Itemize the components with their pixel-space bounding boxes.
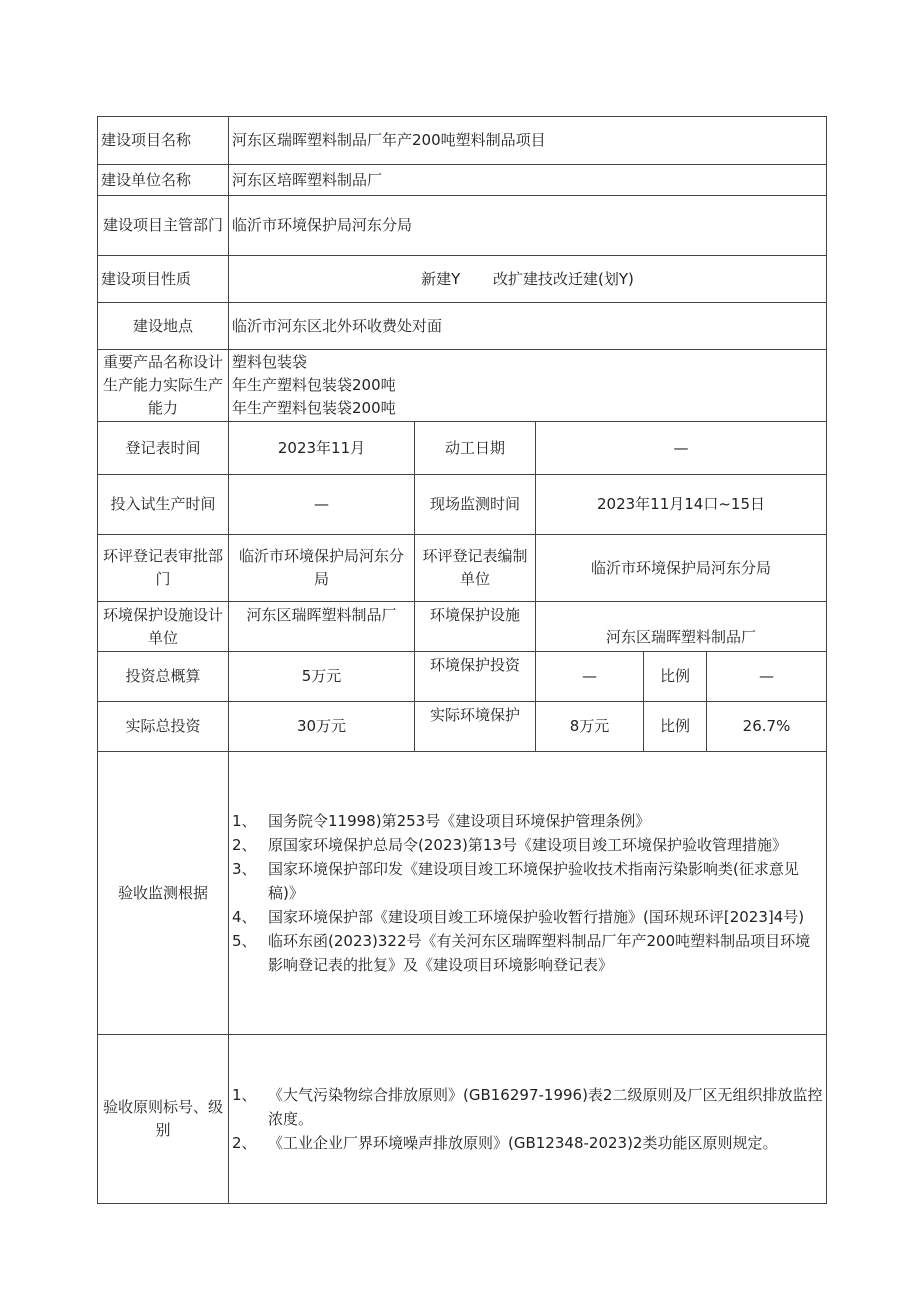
row-unit-name (98, 165, 827, 196)
row-nature (98, 256, 827, 303)
basis-list-cell (229, 752, 827, 1035)
unit-name-label: 建设单位名称 (98, 165, 229, 196)
standards-list (232, 1083, 823, 1155)
location-label: 建设地点 (98, 303, 229, 350)
row-project-name (98, 117, 827, 165)
basis-label: 验收监测根据 (98, 752, 229, 1035)
budget-ratio-value: — (707, 652, 827, 702)
standards-list-cell (229, 1035, 827, 1204)
standards-item: 1、 《大气污染物综合排放原则》(GB16297-1996)表2二级原则及厂区无组织排放监控浓度。 (232, 1086, 823, 1128)
row-trial-time (98, 475, 827, 535)
basis-list (232, 809, 823, 977)
location-value: 临沂市河东区北外环收费处对面 (229, 303, 827, 350)
products-values (229, 350, 827, 422)
row-products (98, 350, 827, 422)
approval-dept-label: 环评登记表审批部门 (98, 535, 229, 602)
design-unit-value: 河东区瑞晖塑料制品厂 (229, 602, 415, 652)
authority-label: 建设项目主管部门 (98, 196, 229, 256)
nature-option-other: 改扩建技改迁建(划Y) (493, 269, 634, 288)
standards-item: 2、 《工业企业厂界环境噪声排放原则》(GB12348-2023)2类功能区原则规定。 (232, 1134, 778, 1152)
product-name: 塑料包装袋 (232, 353, 308, 371)
basis-item: 2、 原国家环境保护总局令(2023)第13号《建设项目竣工环境保护验收管理措施》 (232, 836, 787, 854)
row-approval (98, 535, 827, 602)
project-name-label: 建设项目名称 (98, 117, 229, 165)
basis-item: 3、 国家环境保护部印发《建设项目竣工环境保护验收技术指南污染影响类(征求意见稿)》 (232, 860, 799, 902)
project-info-table (97, 116, 827, 1204)
actual-env-label: 实际环境保护 (415, 702, 536, 752)
unit-name-value: 河东区培晖塑料制品厂 (229, 165, 827, 196)
register-time-label: 登记表时间 (98, 422, 229, 475)
budget-label: 投资总概算 (98, 652, 229, 702)
authority-value: 临沂市环境保护局河东分局 (229, 196, 827, 256)
row-basis (98, 752, 827, 1035)
actual-invest-label: 实际总投资 (98, 702, 229, 752)
row-design (98, 602, 827, 652)
products-label: 重要产品名称设计生产能力实际生产能力 (98, 350, 229, 422)
nature-options (229, 256, 827, 303)
budget-value: 5万元 (229, 652, 415, 702)
basis-item: 1、 国务院令11998)第253号《建设项目环境保护管理条例》 (232, 812, 651, 830)
actual-env-value: 8万元 (536, 702, 644, 752)
start-date-label: 动工日期 (415, 422, 536, 475)
actual-ratio-label: 比例 (644, 702, 707, 752)
compile-unit-value: 临沂市环境保护局河东分局 (536, 535, 827, 602)
design-unit-label: 环境保护设施设计单位 (98, 602, 229, 652)
monitor-time-value: 2023年11月14口~15日 (536, 475, 827, 535)
compile-unit-label: 环评登记表编制单位 (415, 535, 536, 602)
trial-time-label: 投入试生产时间 (98, 475, 229, 535)
facility-label: 环境保护设施 (415, 602, 536, 652)
actual-ratio-value: 26.7% (707, 702, 827, 752)
standards-label: 验收原则标号、级别 (98, 1035, 229, 1204)
facility-value: 河东区瑞晖塑料制品厂 (536, 602, 827, 652)
env-invest-label: 环境保护投资 (415, 652, 536, 702)
row-standards (98, 1035, 827, 1204)
actual-invest-value: 30万元 (229, 702, 415, 752)
design-capacity: 年生产塑料包装袋200吨 (232, 376, 396, 394)
monitor-time-label: 现场监测时间 (415, 475, 536, 535)
budget-ratio-label: 比例 (644, 652, 707, 702)
row-actual (98, 702, 827, 752)
start-date-value: — (536, 422, 827, 475)
actual-capacity: 年生产塑料包装袋200吨 (232, 399, 396, 417)
approval-dept-value: 临沂市环境保护局河东分局 (229, 535, 415, 602)
register-time-value: 2023年11月 (229, 422, 415, 475)
env-invest-value: — (536, 652, 644, 702)
nature-label: 建设项目性质 (98, 256, 229, 303)
row-register-time (98, 422, 827, 475)
row-authority (98, 196, 827, 256)
basis-item: 4、 国家环境保护部《建设项目竣工环境保护验收暂行措施》(国环规环评[2023]4号) (232, 908, 805, 926)
row-budget (98, 652, 827, 702)
nature-option-new: 新建Y (421, 269, 461, 288)
basis-item: 5、 临环东函(2023)322号《有关河东区瑞晖塑料制品厂年产200吨塑料制品项目环境影响登记表的批复》及《建设项目环境影响登记表》 (232, 932, 811, 974)
row-location (98, 303, 827, 350)
project-name-value: 河东区瑞晖塑料制品厂年产200吨塑料制品项目 (229, 117, 827, 165)
trial-time-value: — (229, 475, 415, 535)
